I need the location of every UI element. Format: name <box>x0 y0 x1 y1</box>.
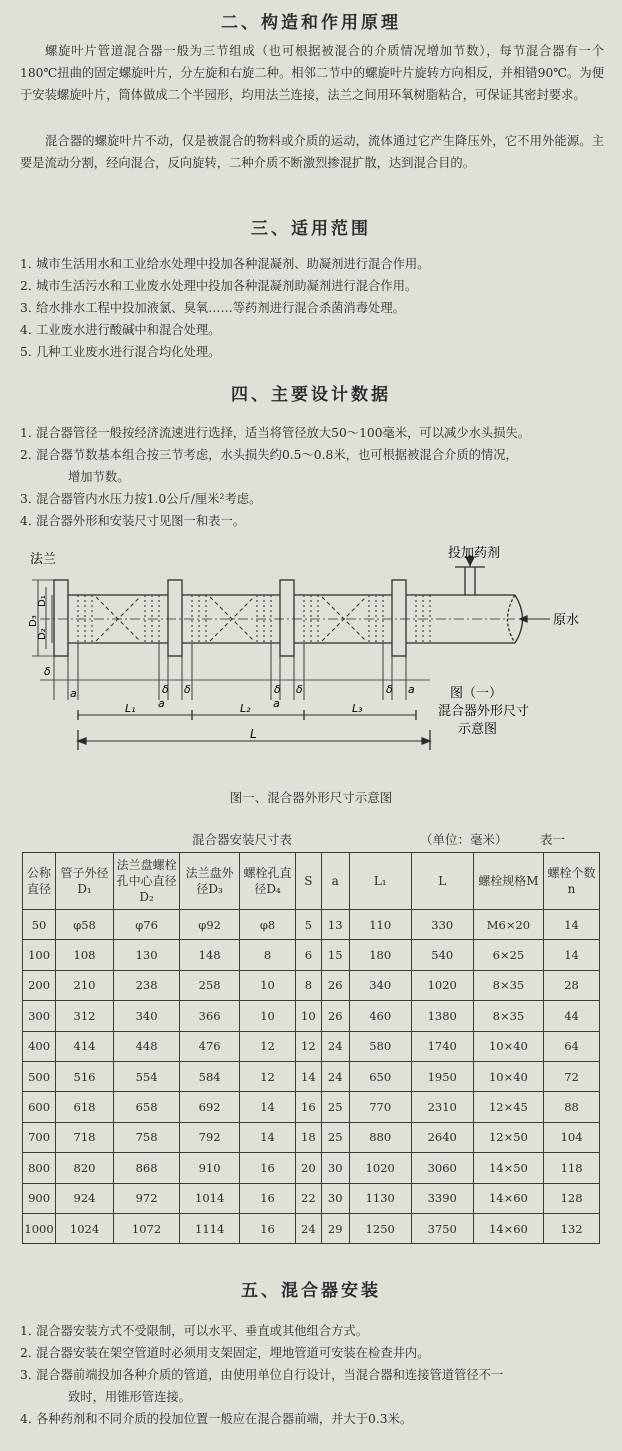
table-cell: 500 <box>23 1061 56 1091</box>
table-cell: 12×50 <box>473 1122 543 1152</box>
table-cell: 1950 <box>411 1061 473 1091</box>
table-cell: 1000 <box>23 1213 56 1243</box>
table-cell: 340 <box>349 970 411 1000</box>
table-cell: 16 <box>240 1213 296 1243</box>
section5-title: 五、混合器安装 <box>241 1281 381 1301</box>
table-cell: 476 <box>180 1031 240 1061</box>
table-cell: 880 <box>349 1122 411 1152</box>
list-item: 3． 给水排水工程中投加液氯、臭氧……等药剂进行混合杀菌消毒处理。 <box>20 301 405 315</box>
table-row <box>23 1061 600 1091</box>
list-item: 3． 混合器前端投加各种介质的管道，由使用单位自行设计，当混合器和连接管道管径不一 致时，用锥形管连接。 <box>20 1368 504 1404</box>
table-cell: 516 <box>56 1061 114 1091</box>
table-cell: 650 <box>349 1061 411 1091</box>
table-cell: M6×20 <box>473 910 543 940</box>
table-cell: 1024 <box>56 1213 114 1243</box>
table-cell: 10 <box>240 1001 296 1031</box>
header-cell: 法兰盘螺栓孔中心直径D₂ <box>113 853 179 910</box>
table-cell: 258 <box>180 970 240 1000</box>
table-cell: 8×35 <box>473 1001 543 1031</box>
header-cell: 管子外径D₁ <box>56 853 114 910</box>
table-cell: 800 <box>23 1153 56 1183</box>
table-cell: 180 <box>349 940 411 970</box>
table-cell: 2640 <box>411 1122 473 1152</box>
header-cell: a <box>321 853 349 910</box>
table-cell: 460 <box>349 1001 411 1031</box>
list-item: 3． 混合器管内水压力按1.0公斤/厘米²考虑。 <box>20 492 262 506</box>
header-cell: 公称直径 <box>23 853 56 910</box>
table-cell: 29 <box>321 1213 349 1243</box>
list-item: 2． 混合器安装在架空管道时必须用支架固定，埋地管道可安装在检查井内。 <box>20 1346 430 1360</box>
table-cell: 448 <box>113 1031 179 1061</box>
table-cell: 22 <box>295 1183 321 1213</box>
list-item: 4． 各种药剂和不同介质的投加位置一般应在混合器前端，并大于0.3米。 <box>20 1412 413 1426</box>
table-cell: 14 <box>295 1061 321 1091</box>
section2-title: 二、构造和作用原理 <box>221 13 401 33</box>
table-cell: 24 <box>321 1031 349 1061</box>
delta-label: δ <box>44 665 51 678</box>
table-cell: φ8 <box>240 910 296 940</box>
table-cell: 110 <box>349 910 411 940</box>
table-cell: 12 <box>295 1031 321 1061</box>
l1-label: L₁ <box>125 702 136 715</box>
list-item: 4． 混合器外形和安装尺寸见图一和表一。 <box>20 514 246 528</box>
table-cell: 12 <box>240 1031 296 1061</box>
table-cell: 340 <box>113 1001 179 1031</box>
table-cell: 130 <box>113 940 179 970</box>
dosing-label: 投加药剂 <box>448 546 501 561</box>
table-cell: 12×45 <box>473 1092 543 1122</box>
table-cell: 2310 <box>411 1092 473 1122</box>
section3-title: 三、适用范围 <box>251 219 371 239</box>
a-label: a <box>273 697 280 710</box>
table-cell: 1250 <box>349 1213 411 1243</box>
figure-caption: 图一、混合器外形尺寸示意图 <box>229 790 393 805</box>
l2-label: L₂ <box>240 702 251 715</box>
table-cell: 1020 <box>411 970 473 1000</box>
header-cell: 法兰盘外径D₃ <box>180 853 240 910</box>
table-cell: 15 <box>321 940 349 970</box>
table-cell: 414 <box>56 1031 114 1061</box>
table-cell: 5 <box>295 910 321 940</box>
table-cell: 1020 <box>349 1153 411 1183</box>
table-cell: 64 <box>544 1031 600 1061</box>
delta-label: δ <box>296 683 303 696</box>
table-cell: 312 <box>56 1001 114 1031</box>
list-item: 4． 工业废水进行酸碱中和混合处理。 <box>20 323 221 337</box>
table-cell: 3060 <box>411 1153 473 1183</box>
table-cell: 200 <box>23 970 56 1000</box>
table-cell: 658 <box>113 1092 179 1122</box>
header-cell: 螺栓规格M <box>473 853 543 910</box>
table-cell: 8×35 <box>473 970 543 1000</box>
table-cell: 148 <box>180 940 240 970</box>
fig-number: 图（一） <box>450 686 503 701</box>
table-cell: φ76 <box>113 910 179 940</box>
table-cell: 24 <box>321 1061 349 1091</box>
table-cell: 580 <box>349 1031 411 1061</box>
table-cell: 18 <box>295 1122 321 1152</box>
flange-label: 法兰 <box>30 552 57 567</box>
header-cell: L <box>411 853 473 910</box>
table-cell: 14 <box>240 1092 296 1122</box>
table-cell: 238 <box>113 970 179 1000</box>
table-cell: 910 <box>180 1153 240 1183</box>
table-row <box>23 1001 600 1031</box>
a-label: a <box>70 687 77 700</box>
section3-list <box>20 253 610 363</box>
table-row <box>23 1213 600 1243</box>
table-cell: φ58 <box>56 910 114 940</box>
table-cell: 3750 <box>411 1213 473 1243</box>
header-cell: S <box>295 853 321 910</box>
table-header-row <box>23 853 600 910</box>
table-cell: 20 <box>295 1153 321 1183</box>
installation-dimension-table <box>22 852 600 1244</box>
list-item: 2． 城市生活污水和工业废水处理中投加各种混凝剂助凝剂进行混合作用。 <box>20 279 418 293</box>
table-row <box>23 1092 600 1122</box>
table-cell: 868 <box>113 1153 179 1183</box>
table-cell: 1740 <box>411 1031 473 1061</box>
table-cell: 540 <box>411 940 473 970</box>
table-cell: 26 <box>321 1001 349 1031</box>
delta-label: δ <box>386 683 393 696</box>
table-cell: 584 <box>180 1061 240 1091</box>
table-cell: 6 <box>295 940 321 970</box>
table-row <box>23 940 600 970</box>
list-item: 1． 混合器安装方式不受限制，可以水平、垂直或其他组合方式。 <box>20 1324 369 1338</box>
table-cell: 1380 <box>411 1001 473 1031</box>
table-cell: 14 <box>544 940 600 970</box>
table-cell: 400 <box>23 1031 56 1061</box>
header-cell: L₁ <box>349 853 411 910</box>
d2-label: D₂ <box>37 628 48 640</box>
table-cell: 718 <box>56 1122 114 1152</box>
table-cell: 792 <box>180 1122 240 1152</box>
list-item: 2． 混合器节数基本组合按三节考虑，水头损失约0.5～0.8米，也可根据被混合介质的情况， 增加节数。 <box>20 448 518 484</box>
table-cell: 132 <box>544 1213 600 1243</box>
header-cell: 螺栓个数n <box>544 853 600 910</box>
table-row <box>23 1122 600 1152</box>
delta-label: δ <box>274 683 281 696</box>
table-cell: 25 <box>321 1092 349 1122</box>
table-cell: 30 <box>321 1183 349 1213</box>
table-cell: 1072 <box>113 1213 179 1243</box>
table-label: 表一 <box>540 832 566 847</box>
table-cell: 12 <box>240 1061 296 1091</box>
table-cell: 300 <box>23 1001 56 1031</box>
fig-title-line2: 示意图 <box>458 722 498 737</box>
table-cell: 924 <box>56 1183 114 1213</box>
table-cell: 100 <box>23 940 56 970</box>
delta-label: δ <box>162 683 169 696</box>
table-cell: 13 <box>321 910 349 940</box>
table-cell: 72 <box>544 1061 600 1091</box>
table-cell: 770 <box>349 1092 411 1122</box>
table-row <box>23 1031 600 1061</box>
section5-list <box>20 1320 610 1430</box>
a-label: a <box>158 697 165 710</box>
header-cell: 螺栓孔直径D₄ <box>240 853 296 910</box>
table-cell: 30 <box>321 1153 349 1183</box>
section4-title: 四、主要设计数据 <box>231 385 391 405</box>
table-cell: 16 <box>295 1092 321 1122</box>
table-cell: 14×60 <box>473 1213 543 1243</box>
table-row <box>23 1183 600 1213</box>
l3-label: L₃ <box>352 702 363 715</box>
table-cell: 1130 <box>349 1183 411 1213</box>
table-row <box>23 970 600 1000</box>
table-cell: 16 <box>240 1153 296 1183</box>
table-cell: 366 <box>180 1001 240 1031</box>
fig-title-line1: 混合器外形尺寸 <box>438 704 530 719</box>
mixer-dimension-diagram <box>30 545 590 770</box>
table-cell: 14×50 <box>473 1153 543 1183</box>
table-cell: 8 <box>240 940 296 970</box>
table-cell: 88 <box>544 1092 600 1122</box>
table-cell: 820 <box>56 1153 114 1183</box>
l-label: L <box>250 727 257 741</box>
table-cell: 330 <box>411 910 473 940</box>
table-cell: 104 <box>544 1122 600 1152</box>
table-cell: 1014 <box>180 1183 240 1213</box>
table-cell: 108 <box>56 940 114 970</box>
table-cell: 26 <box>321 970 349 1000</box>
table-cell: 28 <box>544 970 600 1000</box>
table-cell: 24 <box>295 1213 321 1243</box>
d3-label: D₃ <box>28 615 39 627</box>
table-cell: φ92 <box>180 910 240 940</box>
section2-paragraph-2: 混合器的螺旋叶片不动，仅是被混合的物料或介质的运动，流体通过它产生降压外，它不用外能源。主要是流动分割，经向混合，反向旋转，二种介质不断激烈掺混扩散，达到混合目的。 <box>20 134 604 170</box>
table-cell: 6×25 <box>473 940 543 970</box>
table-cell: 758 <box>113 1122 179 1152</box>
delta-label: δ <box>184 683 191 696</box>
table-cell: 972 <box>113 1183 179 1213</box>
section2-paragraph-1: 螺旋叶片管道混合器一般为三节组成（也可根据被混合的介质情况增加节数），每节混合器有一个180℃扭曲的固定螺旋叶片，分左旋和右旋二种。相邻二节中的螺旋叶片旋转方向相反，并相错90℃。为便于安装螺旋叶片，筒体做成二个半园形，均用法兰连接，法兰之间用环氧树脂粘合，可保证其密封要求。 <box>20 44 604 102</box>
table-cell: 14 <box>544 910 600 940</box>
table-cell: 118 <box>544 1153 600 1183</box>
table-cell: 16 <box>240 1183 296 1213</box>
table-row <box>23 1153 600 1183</box>
list-item: 5． 几种工业废水进行混合均化处理。 <box>20 345 221 359</box>
table-cell: 10×40 <box>473 1061 543 1091</box>
table-cell: 14 <box>240 1122 296 1152</box>
table-cell: 44 <box>544 1001 600 1031</box>
table-title: 混合器安装尺寸表 <box>192 832 293 847</box>
table-cell: 618 <box>56 1092 114 1122</box>
table-cell: 10×40 <box>473 1031 543 1061</box>
table-cell: 210 <box>56 970 114 1000</box>
raw-water-label: 原水 <box>553 613 580 628</box>
table-cell: 554 <box>113 1061 179 1091</box>
list-item: 1． 混合器管径一般按经济流速进行选择，适当将管径放大50～100毫米，可以减少水头损失。 <box>20 426 531 440</box>
table-row <box>23 910 600 940</box>
table-cell: 600 <box>23 1092 56 1122</box>
table-cell: 692 <box>180 1092 240 1122</box>
table-cell: 700 <box>23 1122 56 1152</box>
table-cell: 10 <box>295 1001 321 1031</box>
table-cell: 10 <box>240 970 296 1000</box>
table-cell: 900 <box>23 1183 56 1213</box>
list-item: 1． 城市生活用水和工业给水处理中投加各种混凝剂、助凝剂进行混合作用。 <box>20 257 430 271</box>
table-cell: 50 <box>23 910 56 940</box>
table-unit: （单位：毫米） <box>420 832 508 847</box>
table-cell: 1114 <box>180 1213 240 1243</box>
table-cell: 3390 <box>411 1183 473 1213</box>
a-label: a <box>408 683 415 696</box>
table-cell: 25 <box>321 1122 349 1152</box>
table-cell: 14×60 <box>473 1183 543 1213</box>
section4-list <box>20 422 610 532</box>
table-cell: 128 <box>544 1183 600 1213</box>
table-cell: 8 <box>295 970 321 1000</box>
d1-label: D₁ <box>37 595 48 607</box>
